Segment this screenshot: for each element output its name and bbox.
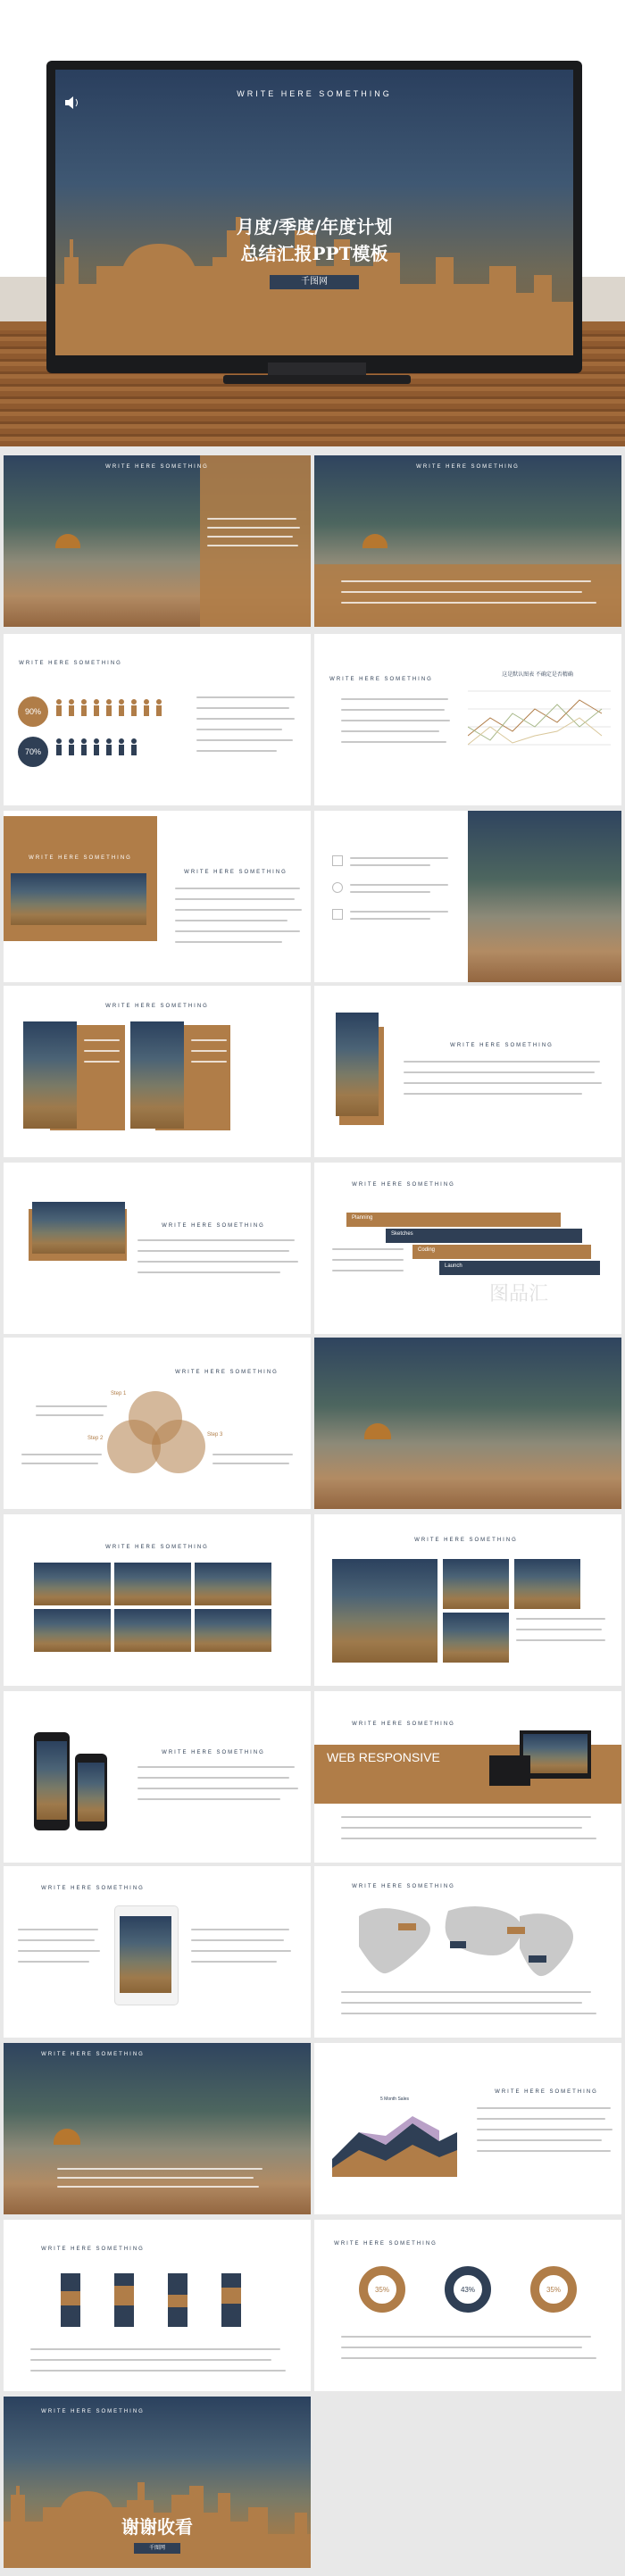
- slide-photo: [336, 1013, 379, 1116]
- area-chart-title: 5 Month Sales: [380, 2097, 409, 2102]
- slide-thumbnail[interactable]: [4, 1338, 311, 1509]
- text-panel: [200, 455, 311, 627]
- arrow-bar: [346, 1213, 561, 1227]
- venn-circle: [152, 1420, 205, 1473]
- world-map: [350, 1898, 582, 1979]
- slide-caption: WRITE HERE SOMETHING: [105, 464, 209, 470]
- slide-caption: WRITE HERE SOMETHING: [184, 870, 288, 875]
- step-label: Step 3: [207, 1432, 223, 1438]
- slide-photo: [4, 2043, 311, 2214]
- hero-top-caption: WRITE HERE SOMETHING: [237, 89, 392, 98]
- slide-thumbnail[interactable]: [4, 1691, 311, 1863]
- slide-thumbnail[interactable]: [314, 811, 621, 982]
- arrow-bar: [386, 1229, 582, 1243]
- arrow-bar: [439, 1261, 600, 1275]
- slide-thumbnail[interactable]: [314, 1514, 621, 1686]
- slide-photo: [514, 1559, 580, 1609]
- tablet-screen: [120, 1916, 171, 1993]
- slide-caption: WRITE HERE SOMETHING: [495, 2089, 598, 2095]
- donut-chart: [530, 2266, 577, 2313]
- donut-chart: [445, 2266, 491, 2313]
- gallery-photo: [195, 1563, 271, 1605]
- arrow-bar: [412, 1245, 591, 1259]
- speaker-icon: [64, 96, 80, 109]
- gallery-photo: [195, 1609, 271, 1652]
- slide-thumbnail[interactable]: [314, 455, 621, 627]
- slide-caption: WRITE HERE SOMETHING: [450, 1043, 554, 1048]
- slide-thumbnail[interactable]: [4, 986, 311, 1157]
- donut-value: 35%: [374, 2286, 389, 2294]
- slide-photo: [130, 1021, 184, 1129]
- web-responsive-title: WEB RESPONSIVE: [327, 1750, 440, 1764]
- arrow-label: Sketches: [391, 1231, 413, 1237]
- slide-caption: WRITE HERE SOMETHING: [41, 2052, 145, 2057]
- slide-caption: WRITE HERE SOMETHING: [334, 2241, 438, 2247]
- slide-thumbnail[interactable]: [314, 1163, 621, 1334]
- slide-thumbnail[interactable]: [4, 811, 311, 982]
- slide-thumbnail[interactable]: [314, 1691, 621, 1863]
- step-label: Step 2: [88, 1436, 104, 1441]
- donut-value: 35%: [546, 2286, 561, 2294]
- slide-caption: WRITE HERE SOMETHING: [19, 661, 122, 666]
- presenter-badge: 千图网: [270, 275, 359, 289]
- slide-caption: WRITE HERE SOMETHING: [162, 1223, 265, 1229]
- slide-caption: WRITE HERE SOMETHING: [41, 2409, 145, 2414]
- slide-caption: WRITE HERE SOMETHING: [29, 855, 132, 861]
- slide-caption: WRITE HERE SOMETHING: [414, 1538, 518, 1543]
- area-chart: [332, 2105, 457, 2177]
- slide-caption: WRITE HERE SOMETHING: [175, 1370, 279, 1375]
- slide-thumbnail[interactable]: [4, 634, 311, 805]
- slide-thumbnail[interactable]: [314, 2220, 621, 2391]
- slide-thumbnail[interactable]: [4, 2220, 311, 2391]
- gear-icon: [332, 882, 343, 893]
- slide-caption: WRITE HERE SOMETHING: [162, 1750, 265, 1755]
- slide-caption: WRITE HERE SOMETHING: [352, 1884, 455, 1889]
- stacked-bar-chart: [21, 2255, 289, 2336]
- step-label: Step 1: [111, 1391, 127, 1396]
- donut-chart: [359, 2266, 405, 2313]
- gallery-photo: [114, 1609, 191, 1652]
- slide-caption: WRITE HERE SOMETHING: [41, 1886, 145, 1891]
- slide-caption: WRITE HERE SOMETHING: [41, 2247, 145, 2252]
- hero-title-line1: 月度/季度/年度计划: [236, 216, 393, 238]
- edit-icon: [332, 909, 343, 920]
- laptop-mockup: [489, 1755, 530, 1786]
- slide-caption: WRITE HERE SOMETHING: [352, 1182, 455, 1188]
- slide-photo: [443, 1613, 509, 1663]
- slide-photo: [11, 873, 146, 925]
- document-icon: [332, 855, 343, 866]
- slide-thumbnail[interactable]: [314, 1866, 621, 2038]
- slide-caption: WRITE HERE SOMETHING: [416, 464, 520, 470]
- donut-value: 43%: [460, 2286, 475, 2294]
- tv-base: [223, 375, 411, 384]
- slide-thumbnail[interactable]: [4, 1866, 311, 2038]
- percent-circle-a: 90%: [18, 696, 48, 727]
- tv-screen: [55, 70, 573, 355]
- hero-title-line2: 总结汇报PPT模板: [240, 243, 388, 264]
- people-icons: [54, 698, 179, 770]
- slide-thumbnail[interactable]: [4, 1163, 311, 1334]
- text-band: [314, 564, 621, 627]
- slide-caption: WRITE HERE SOMETHING: [105, 1545, 209, 1550]
- hero-mockup: [0, 0, 625, 446]
- arrow-label: Launch: [445, 1263, 462, 1269]
- slide-thumbnail[interactable]: [314, 634, 621, 805]
- arrow-label: Coding: [418, 1247, 436, 1253]
- gallery-photo: [114, 1563, 191, 1605]
- phone-screen: [37, 1741, 67, 1820]
- desktop-screen: [523, 1734, 588, 1773]
- slide-photo: [314, 1338, 621, 1509]
- arrow-label: Planning: [352, 1215, 373, 1221]
- slide-caption: WRITE HERE SOMETHING: [329, 677, 433, 682]
- chart-title: 这是默认图表 不确定是否精确: [502, 672, 573, 678]
- presenter-badge: 千图网: [134, 2543, 180, 2554]
- slide-photo: [23, 1021, 77, 1129]
- line-chart: [468, 682, 611, 763]
- watermark: 图品汇: [489, 1282, 549, 1305]
- slide-thumbnail[interactable]: [4, 455, 311, 627]
- slide-thumbnail[interactable]: [314, 1338, 621, 1509]
- slide-thumbnail[interactable]: [4, 1514, 311, 1686]
- thanks-title: 谢谢收看: [121, 2516, 193, 2538]
- slide-thumbnail[interactable]: [4, 2397, 311, 2568]
- slide-photo: [468, 811, 621, 982]
- slide-thumbnail[interactable]: [4, 2043, 311, 2214]
- slide-thumbnail[interactable]: [314, 986, 621, 1157]
- phone-screen: [78, 1763, 104, 1822]
- slide-photo: [32, 1202, 125, 1254]
- tv-monitor: [46, 61, 582, 373]
- slide-caption: WRITE HERE SOMETHING: [105, 1004, 209, 1009]
- slide-caption: WRITE HERE SOMETHING: [352, 1722, 455, 1727]
- gallery-photo: [34, 1563, 111, 1605]
- slide-thumbnail[interactable]: [314, 2043, 621, 2214]
- slide-photo: [443, 1559, 509, 1609]
- percent-circle-b: 70%: [18, 737, 48, 767]
- slide-photo: [332, 1559, 438, 1663]
- gallery-photo: [34, 1609, 111, 1652]
